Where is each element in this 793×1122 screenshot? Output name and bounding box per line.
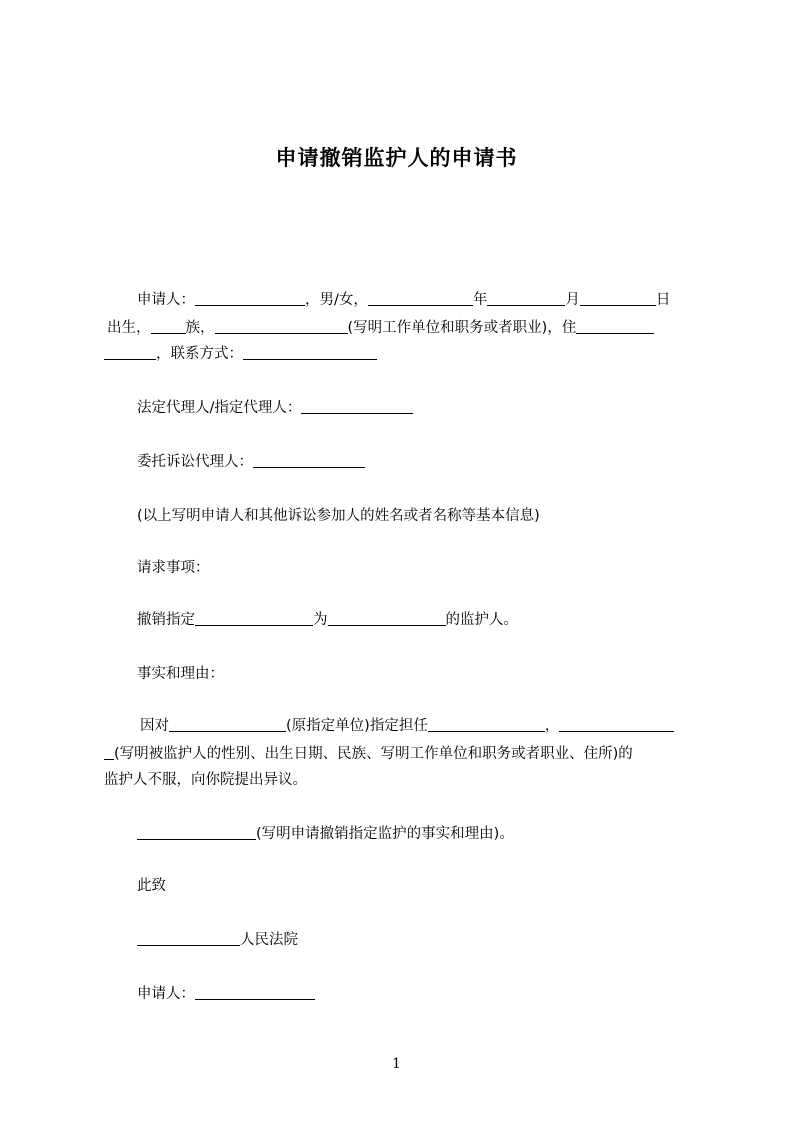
ethnicity-blank [151, 319, 186, 334]
unit-blank [169, 717, 286, 732]
closing-text: 此致 [137, 878, 166, 894]
year-blank [368, 291, 473, 306]
legal-agent-blank [301, 399, 413, 414]
signature-line [137, 984, 733, 1004]
applicant-line-2 [107, 318, 703, 338]
month-blank [487, 291, 565, 306]
reasons-line [137, 824, 733, 844]
year-text: 年 [472, 292, 488, 308]
court-blank [137, 931, 240, 946]
litigation-agent-line [137, 452, 733, 472]
contact-blank [243, 345, 377, 360]
work-note: (写明工作单位和职务或者职业)，住 [347, 320, 577, 336]
reasons-note: (写明申请撤销指定监护的事实和理由)。 [256, 826, 514, 842]
request-heading: 请求事项： [137, 560, 210, 576]
comma-text: ， [544, 718, 560, 734]
ward-info-blank-cont [104, 745, 114, 760]
court-line [137, 930, 733, 950]
guardian-text: 的监护人。 [445, 612, 518, 628]
document-title: 申请撤销监护人的申请书 [275, 146, 518, 170]
participants-note: (以上写明申请人和其他诉讼参加人的姓名或者名称等基本信息) [137, 508, 540, 524]
day-text: 日 [655, 292, 671, 308]
facts-line-2 [104, 744, 700, 764]
applicant-label: 申请人： [137, 292, 195, 308]
applicant-line-1 [137, 290, 733, 310]
ward-info-blank [559, 717, 674, 732]
ward-blank [328, 611, 446, 626]
signature-label: 申请人： [137, 986, 195, 1002]
ward-note: (写明被监护人的性别、出生日期、民族、写明工作单位和职务或者职业、住所)的 [114, 746, 633, 762]
reasons-blank [137, 825, 256, 840]
designee-blank [195, 611, 313, 626]
facts-line-1 [140, 716, 736, 736]
litigation-agent-label: 委托诉讼代理人： [137, 454, 253, 470]
address-blank-cont [104, 345, 156, 360]
court-text: 人民法院 [240, 932, 298, 948]
appointee-blank [428, 717, 545, 732]
facts-line-3: 监护人不服，向你院提出异议。 [104, 772, 307, 788]
legal-agent-label: 法定代理人/指定代理人： [137, 400, 302, 416]
day-blank [580, 291, 656, 306]
contact-text: ，联系方式： [156, 346, 243, 362]
month-text: 月 [565, 292, 580, 308]
birth-text: 出生， [107, 320, 151, 336]
page-number: 1 [392, 1056, 401, 1072]
legal-agent-line [137, 398, 733, 418]
work-blank [215, 319, 348, 334]
request-line [137, 610, 733, 630]
ethnicity-text: 族， [185, 320, 215, 336]
address-blank [576, 319, 654, 334]
designating-unit-text: (原指定单位)指定担任 [286, 718, 428, 734]
name-blank [195, 291, 305, 306]
litigation-agent-blank [253, 453, 365, 468]
gender-text: ，男/女， [305, 292, 368, 308]
revoke-text: 撤销指定 [137, 612, 195, 628]
because-text: 因对 [140, 718, 169, 734]
as-text: 为 [313, 612, 328, 628]
facts-heading: 事实和理由： [137, 666, 224, 682]
applicant-line-3 [104, 344, 700, 364]
signature-blank [195, 985, 315, 1000]
